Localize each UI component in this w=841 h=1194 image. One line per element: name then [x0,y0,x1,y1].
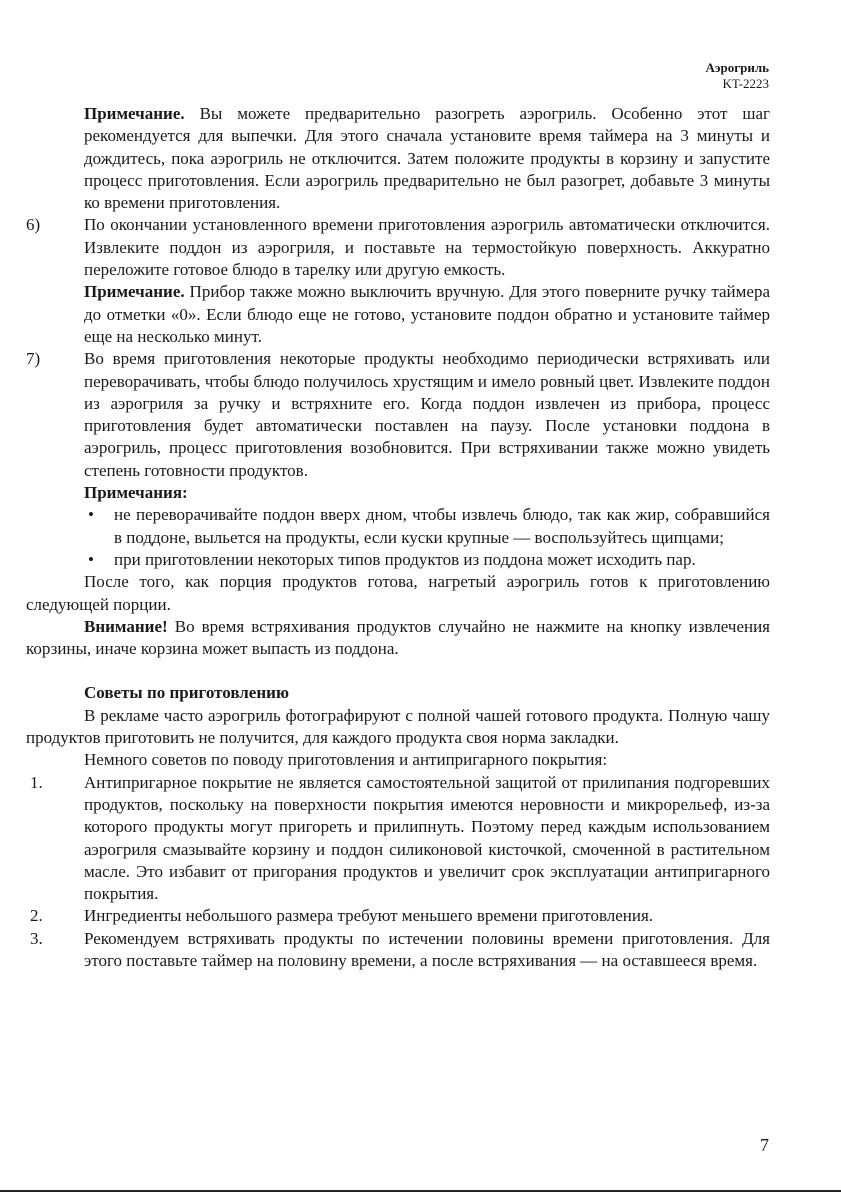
step-text: Во время приготовления некоторые продукты необходимо периодически встряхивать или переворачивать, чтобы блюдо получилось хрустящим и имело ровный цвет. Извлеките поддон из аэрогриля за ручку и встряхните его. Когда поддон извлечен из прибора, процесс приготовления будет автоматически поставлен на паузу. После установки поддона в аэрогриль, процесс приготовления возобновится. При встряхивании также можно увидеть степень готовности продуктов. [84,349,770,480]
bullet-item: • не переворачивайте поддон вверх дном, чтобы извлечь блюдо, так как жир, собравшийся в поддоне, выльется на продукты, если куски крупные — воспользуйтесь щипцами; [88,505,770,547]
bottom-divider [0,1190,841,1192]
tip-item: 1. Антипригарное покрытие не является самостоятельной защитой от прилипания подгоревших продуктов, поскольку на поверхности покрытия имеются неровности и микрорельеф, из-за которого продукты могут пригореть и прилипнуть. Поэтому перед каждым использованием аэрогриля смазывайте корзину и поддон силиконовой кисточкой, смоченной в растительном масле. Это избавит от пригорания продуктов и увеличит срок эксплуатации антипригарного покрытия. [30,772,770,904]
bullet-item: • при приготовлении некоторых типов продуктов из поддона может исходить пар. [26,549,770,571]
page-header [705,60,769,92]
header-model: KT-2223 [722,76,769,91]
note-text: Прибор также можно выключить вручную. Для этого поверните ручку таймера до отметки «0». Если блюдо еще не готово, установите поддон обратно и установите таймер еще на несколько минут. [84,282,770,346]
step-7 [26,348,770,482]
note-text: Вы можете предварительно разогреть аэрогриль. Особенно этот шаг рекомендуется для выпечки. Для этого сначала установите время таймера на 3 минуты и дождитесь, пока аэрогриль не отключится. Затем положите продукты в корзину и запустите процесс приготовления. Если аэрогриль предварительно не был разогрет, добавьте 3 минуты ко времени приготовления. [84,104,770,213]
warning-paragraph [26,616,770,661]
notes-heading: Примечания: [84,483,188,503]
step-number: 6) [26,215,41,235]
page-content [26,103,770,972]
bullet-icon: • [88,549,94,569]
note-label: Примечание. [84,104,185,123]
bullet-icon: • [88,505,94,525]
page-number: 7 [760,1135,769,1155]
note-label: Примечание. [84,282,185,302]
header-brand: Аэрогриль [705,60,769,75]
section-title: Советы по приготовлению [84,683,289,703]
tip-item: 2. Ингредиенты небольшого размера требуют меньшего времени приготовления. [30,906,654,926]
warning-text: Во время встряхивания продуктов случайно не нажмите на кнопку извлечения корзины, иначе корзина может выпасть из поддона. [26,616,770,659]
step-6-note [26,281,770,348]
note-preheat [26,103,770,214]
step-6 [26,214,770,281]
step-number: 7) [26,349,41,369]
tips-intro-2: Немного советов по поводу приготовления и антипригарного покрытия: [84,750,608,770]
after-portion-paragraph: После того, как порция продуктов готова, нагретый аэрогриль готов к приготовлению следующей порции. [26,572,770,614]
tips-intro: В рекламе часто аэрогриль фотографируют с полной чашей готового продукта. Полную чашу продуктов приготовить не получится, для каждого продукта своя норма закладки. [26,705,770,748]
step-text: По окончании установленного времени приготовления аэрогриль автоматически отключится. Извлеките поддон из аэрогриля, и поставьте на термостойкую поверхность. Аккуратно переложите готовое блюдо в тарелку или другую емкость. [84,215,770,280]
tip-item: 3. Рекомендуем встряхивать продукты по истечении половины времени приготовления. Для этого поставьте таймер на половину времени, а после встряхивания — на оставшееся время. [30,928,770,970]
warning-label: Внимание! [84,616,168,636]
